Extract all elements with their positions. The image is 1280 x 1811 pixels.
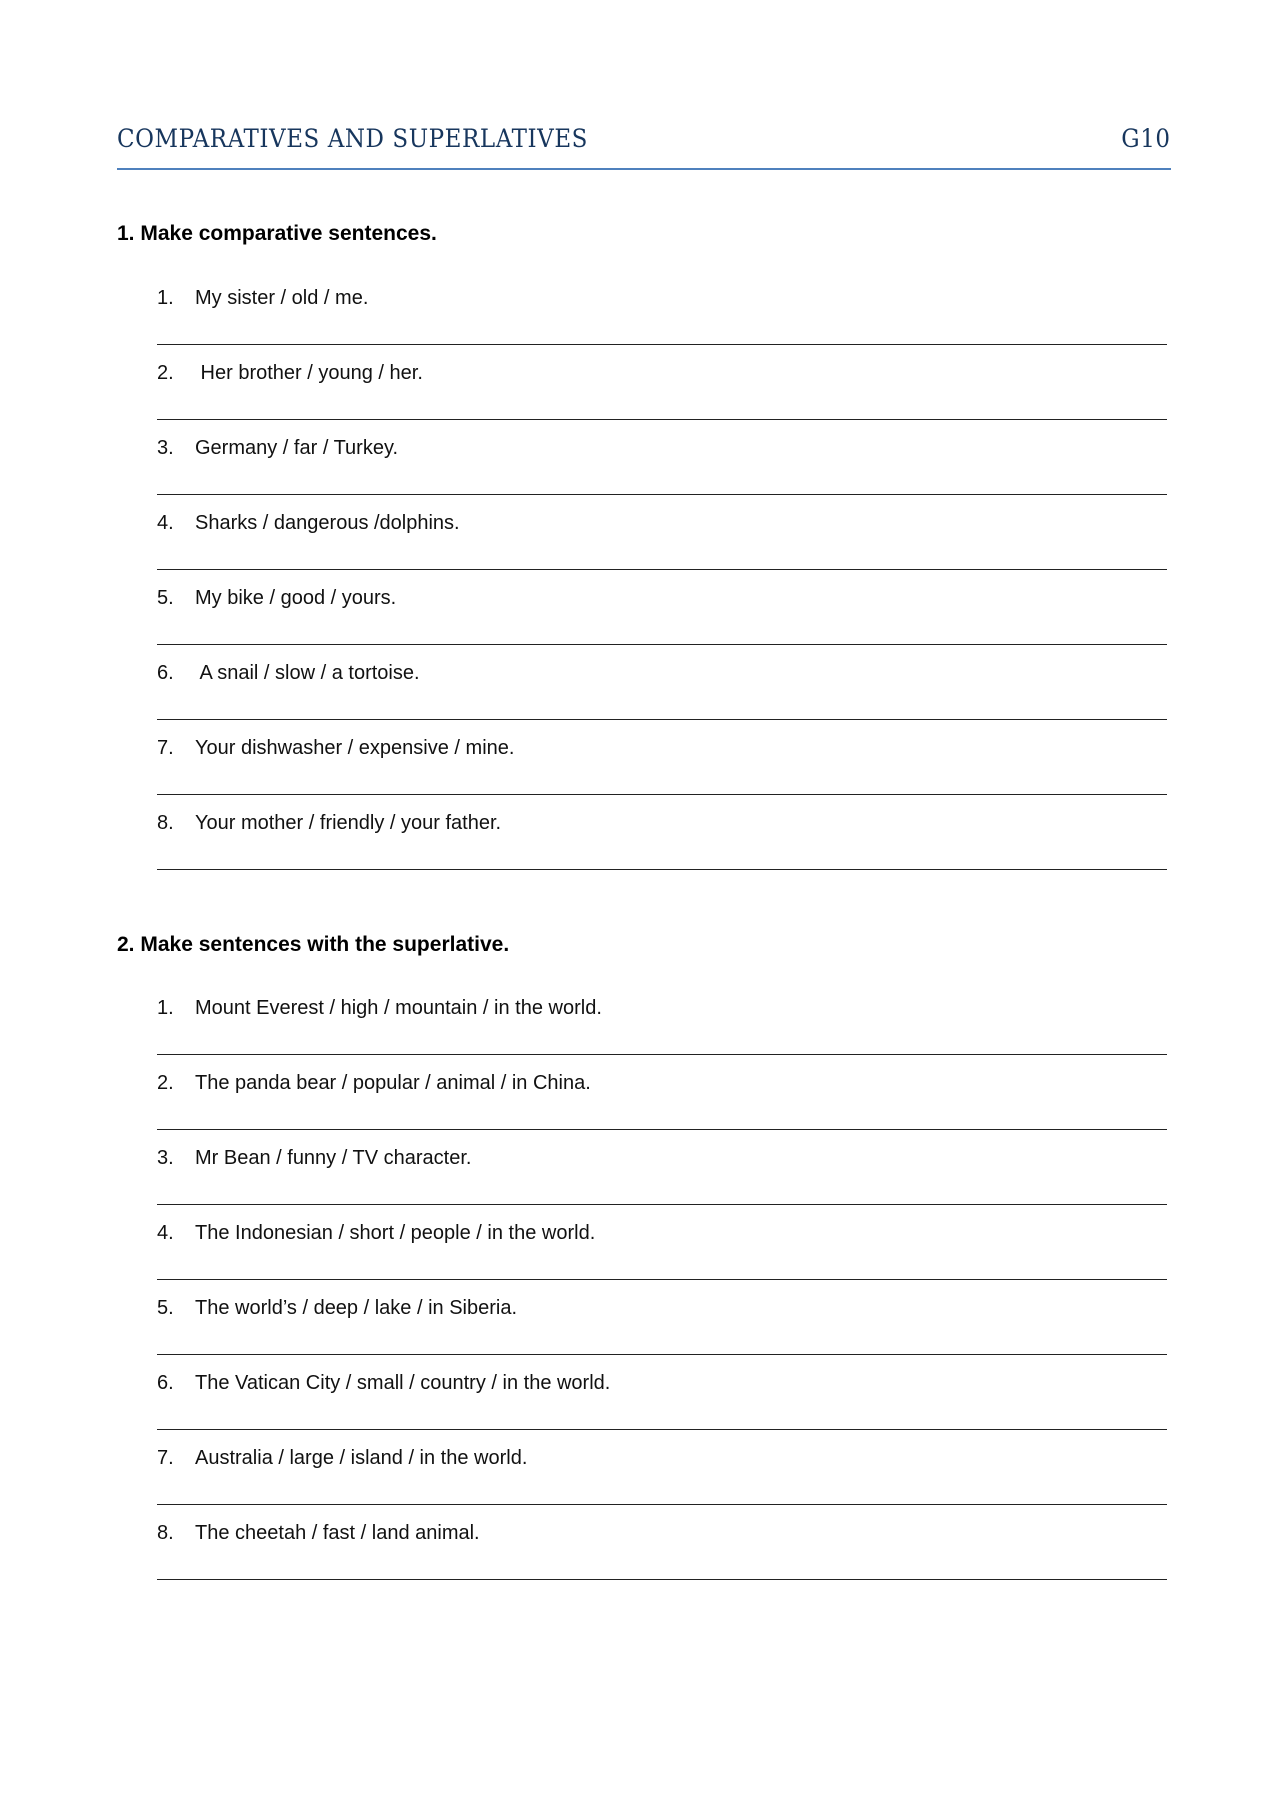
superlative-exercise-list — [157, 996, 1167, 1596]
exercise-item — [157, 811, 1167, 886]
exercise-item — [157, 1221, 1167, 1296]
answer-line[interactable] — [157, 419, 1167, 420]
exercise-item — [157, 436, 1167, 511]
answer-line[interactable] — [157, 719, 1167, 720]
item-number: 7. — [157, 737, 174, 759]
item-prompt: Your dishwasher / expensive / mine. — [195, 737, 515, 759]
answer-line[interactable] — [157, 1054, 1167, 1055]
item-prompt: Mr Bean / funny / TV character. — [195, 1147, 472, 1169]
item-prompt: Australia / large / island / in the world. — [195, 1447, 528, 1469]
comparative-exercise-list — [157, 286, 1167, 886]
answer-line[interactable] — [157, 794, 1167, 795]
item-prompt: The cheetah / fast / land animal. — [195, 1522, 480, 1544]
answer-line[interactable] — [157, 1504, 1167, 1505]
answer-line[interactable] — [157, 1429, 1167, 1430]
item-prompt: My sister / old / me. — [195, 287, 369, 309]
exercise-item — [157, 1146, 1167, 1221]
item-number: 6. — [157, 662, 174, 684]
item-number: 6. — [157, 1372, 174, 1394]
answer-line[interactable] — [157, 494, 1167, 495]
exercise-item — [157, 1521, 1167, 1596]
page-header — [117, 120, 1171, 170]
item-prompt: Mount Everest / high / mountain / in the world. — [195, 997, 602, 1019]
section-1-heading: 1. Make comparative sentences. — [117, 222, 437, 245]
item-number: 4. — [157, 1222, 174, 1244]
exercise-item — [157, 736, 1167, 811]
item-number: 3. — [157, 437, 174, 459]
answer-line[interactable] — [157, 1279, 1167, 1280]
page-title: COMPARATIVES AND SUPERLATIVES — [117, 124, 588, 153]
item-number: 5. — [157, 1297, 174, 1319]
item-number: 3. — [157, 1147, 174, 1169]
answer-line[interactable] — [157, 644, 1167, 645]
item-prompt: The world’s / deep / lake / in Siberia. — [195, 1297, 518, 1319]
grade-label: G10 — [1121, 124, 1171, 153]
item-number: 7. — [157, 1447, 174, 1469]
answer-line[interactable] — [157, 569, 1167, 570]
answer-line[interactable] — [157, 1579, 1167, 1580]
item-prompt: Her brother / young / her. — [195, 362, 423, 384]
answer-line[interactable] — [157, 344, 1167, 345]
answer-line[interactable] — [157, 869, 1167, 870]
item-number: 5. — [157, 587, 174, 609]
item-prompt: The Indonesian / short / people / in the world. — [195, 1222, 596, 1244]
exercise-item — [157, 1446, 1167, 1521]
exercise-item — [157, 286, 1167, 361]
exercise-item — [157, 661, 1167, 736]
item-number: 1. — [157, 287, 174, 309]
exercise-item — [157, 586, 1167, 661]
exercise-item — [157, 361, 1167, 436]
item-number: 2. — [157, 1072, 174, 1094]
item-number: 4. — [157, 512, 174, 534]
exercise-item — [157, 996, 1167, 1071]
item-number: 1. — [157, 997, 174, 1019]
exercise-item — [157, 1071, 1167, 1146]
item-prompt: The Vatican City / small / country / in the world. — [195, 1372, 611, 1394]
item-number: 8. — [157, 1522, 174, 1544]
item-prompt: Germany / far / Turkey. — [195, 437, 399, 459]
exercise-item — [157, 1371, 1167, 1446]
answer-line[interactable] — [157, 1204, 1167, 1205]
item-prompt: My bike / good / yours. — [195, 587, 397, 609]
item-prompt: Sharks / dangerous /dolphins. — [195, 512, 460, 534]
answer-line[interactable] — [157, 1129, 1167, 1130]
item-prompt: The panda bear / popular / animal / in China. — [195, 1072, 591, 1094]
item-number: 2. — [157, 362, 174, 384]
exercise-item — [157, 511, 1167, 586]
item-prompt: Your mother / friendly / your father. — [195, 812, 502, 834]
item-prompt: A snail / slow / a tortoise. — [195, 662, 420, 684]
section-2-heading: 2. Make sentences with the superlative. — [117, 933, 510, 956]
answer-line[interactable] — [157, 1354, 1167, 1355]
item-number: 8. — [157, 812, 174, 834]
exercise-item — [157, 1296, 1167, 1371]
